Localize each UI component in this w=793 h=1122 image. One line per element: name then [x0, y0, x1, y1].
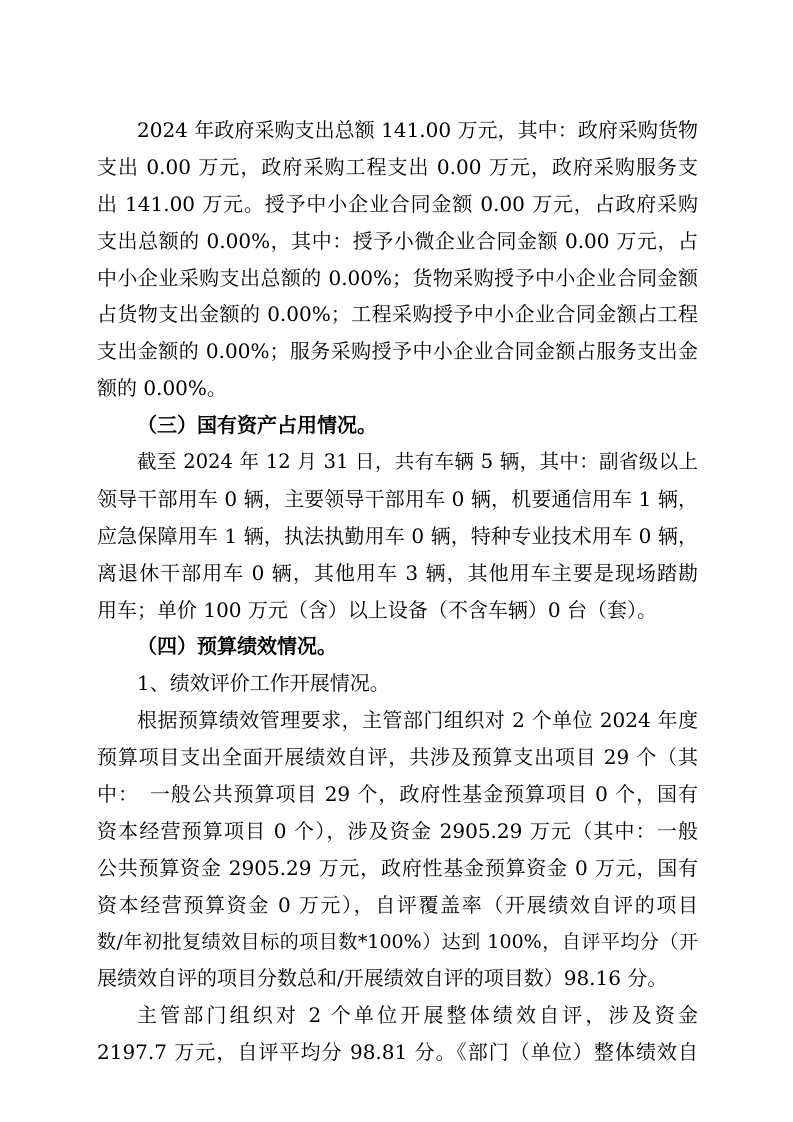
section-heading: （三）国有资产占用情况。 — [137, 413, 377, 438]
paragraph-line: 2197.7 万元，自评平均分 98.81 分。《部门（单位）整体绩效自 — [97, 1040, 698, 1065]
document-body — [97, 112, 698, 1071]
paragraph-line: 用车；单价 100 万元（含）以上设备（不含车辆）0 台（套）。 — [97, 597, 657, 622]
paragraph-line: 资本经营预算项目 0 个），涉及资金 2905.29 万元（其中：一般 — [97, 818, 698, 843]
paragraph-line: 公共预算资金 2905.29 万元，政府性基金预算资金 0 万元，国有 — [97, 855, 698, 880]
paragraph-line: 预算项目支出全面开展绩效自评，共涉及预算支出项目 29 个（其 — [97, 745, 698, 770]
paragraph-line: 支出总额的 0.00%，其中：授予小微企业合同金额 0.00 万元，占 — [97, 228, 698, 253]
paragraph-line: 资本经营预算资金 0 万元），自评覆盖率（开展绩效自评的项目 — [97, 892, 698, 917]
paragraph-line: 1、绩效评价工作开展情况。 — [137, 671, 390, 696]
paragraph-line: 应急保障用车 1 辆，执法执勤用车 0 辆，特种专业技术用车 0 辆， — [97, 523, 698, 548]
paragraph-line: 支出金额的 0.00%；服务采购授予中小企业合同金额占服务支出金 — [97, 339, 698, 364]
paragraph-line: 根据预算绩效管理要求，主管部门组织对 2 个单位 2024 年度 — [137, 708, 698, 733]
paragraph-line: 数/年初批复绩效目标的项目数*100%）达到 100%，自评平均分（开 — [97, 930, 698, 953]
paragraph-line: 中： 一般公共预算项目 29 个，政府性基金预算项目 0 个，国有 — [97, 782, 698, 807]
paragraph-line: 主管部门组织对 2 个单位开展整体绩效自评，涉及资金 — [137, 1003, 698, 1028]
paragraph-line: 占货物支出金额的 0.00%；工程采购授予中小企业合同金额占工程 — [97, 302, 698, 327]
section-heading: （四）预算绩效情况。 — [137, 634, 337, 659]
paragraph-line: 中小企业采购支出总额的 0.00%；货物采购授予中小企业合同金额 — [97, 265, 698, 290]
paragraph-line: 展绩效自评的项目分数总和/开展绩效自评的项目数）98.16 分。 — [97, 966, 668, 991]
paragraph-line: 截至 2024 年 12 月 31 日，共有车辆 5 辆，其中：副省级以上 — [137, 450, 698, 474]
paragraph-line: 支出 0.00 万元，政府采购工程支出 0.00 万元，政府采购服务支 — [97, 154, 698, 179]
paragraph-line: 领导干部用车 0 辆，主要领导干部用车 0 辆，机要通信用车 1 辆， — [97, 486, 698, 511]
paragraph-line: 离退休干部用车 0 辆，其他用车 3 辆，其他用车主要是现场踏勘 — [97, 560, 698, 585]
paragraph-line: 额的 0.00%。 — [97, 376, 227, 401]
paragraph-line: 出 141.00 万元。授予中小企业合同金额 0.00 万元，占政府采购 — [97, 191, 698, 216]
paragraph-line: 2024 年政府采购支出总额 141.00 万元，其中：政府采购货物 — [137, 118, 698, 142]
